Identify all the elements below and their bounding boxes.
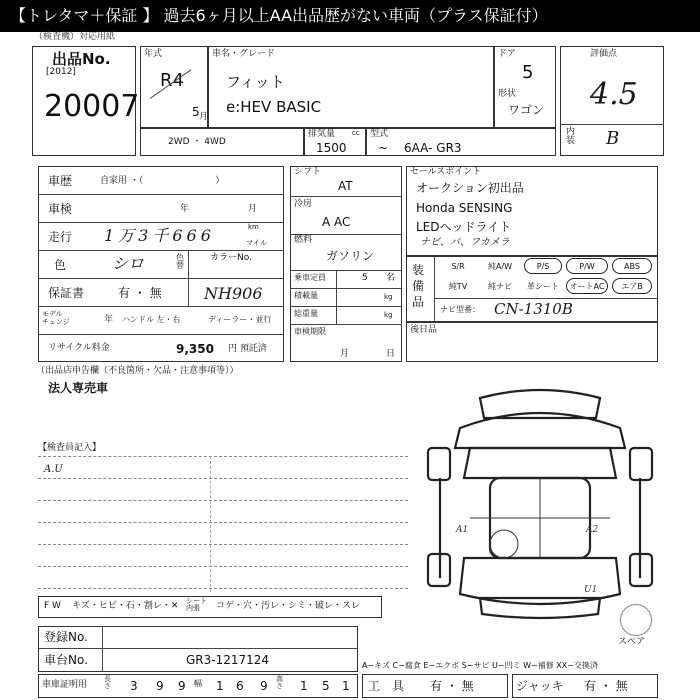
score-label: 評価点 (590, 49, 618, 59)
inspector-line (38, 500, 408, 501)
displacement-label: 排気量 (308, 129, 336, 139)
info-row-line (38, 194, 284, 195)
equip-sr: S/R (451, 262, 465, 271)
expire-month: 月 (340, 349, 350, 359)
recycle-unit: 円 預託済 (228, 344, 267, 354)
info-col-line (188, 250, 189, 306)
registration-row-line (38, 648, 358, 649)
cert-label: 車庫証明用 (42, 680, 88, 690)
inspector-line (38, 456, 408, 457)
displacement-value: 1500 (316, 141, 347, 155)
interior-label: 内装 (566, 127, 576, 146)
lot-year-tag: [2012] (46, 67, 76, 77)
model-year-label: 年式 (144, 49, 163, 59)
inspector-line (38, 588, 408, 589)
model-type-prefix: ~ (378, 141, 389, 155)
equip-autoac: オートAC (566, 278, 608, 294)
gross-unit: kg (384, 311, 393, 319)
color-label: 色 (54, 258, 67, 272)
car-grade: e:HEV BASIC (226, 98, 322, 116)
middle-row-line (290, 288, 402, 289)
info-row-line (38, 278, 284, 279)
fw-text-1: キズ・ヒビ・石・割レ・✕ (72, 601, 179, 611)
mileage-label: 走行 (48, 230, 73, 244)
equip-tv: 純TV (448, 282, 468, 291)
inspector-note: A.U (44, 464, 63, 475)
interior-value: B (606, 128, 620, 149)
aircon-label: 冷房 (294, 199, 313, 209)
middle-row-line (290, 324, 402, 325)
equip-alloy: 純A/W (487, 262, 513, 271)
sales-line-2: Honda SENSING (416, 201, 513, 215)
info-grid (38, 166, 284, 362)
warranty-value: 有 ・ 無 (118, 286, 162, 300)
inspector-line (38, 566, 408, 567)
inspection-label: 車検 (48, 202, 73, 216)
color-change-label: 色替 (176, 253, 184, 270)
later-box (406, 322, 658, 362)
middle-col-line (336, 270, 337, 324)
navi-label: ナビ型番： (440, 305, 480, 314)
model-year-month-unit: 月 (199, 112, 209, 122)
model-year-month: 5 (192, 105, 200, 119)
cert-width-3: 9 (260, 679, 268, 693)
lot-number: 20007 (44, 89, 140, 124)
cert-width-1: 1 (216, 679, 224, 693)
displacement-unit: cc (352, 129, 360, 137)
shape-label: 形状 (498, 89, 517, 99)
model-change-label: モデル チェンジ (42, 310, 70, 326)
capacity-value: 5 (362, 273, 368, 283)
wheel-fl (428, 448, 450, 480)
middle-row-line (290, 306, 402, 307)
inspector-line (38, 522, 408, 523)
info-row-line (38, 306, 284, 307)
damage-a1: A1 (456, 525, 469, 535)
color-no-label: カラーNo. (210, 253, 252, 263)
info-row-line (38, 334, 284, 335)
recycle-amount: 9,350 (176, 342, 214, 356)
equipment-label: 装備品 (412, 263, 425, 309)
rear-window-mark (490, 530, 518, 558)
equipment-row-line (434, 298, 658, 299)
damage-a2: A2 (586, 525, 599, 535)
cert-height-label: 高さ (276, 675, 283, 690)
registration-label: 登録No. (44, 630, 88, 644)
gross-label: 総重量 (294, 309, 318, 318)
inspector-line (38, 478, 408, 479)
fw-text-2: コゲ・穴・汚レ・シミ・破レ・スレ (216, 601, 361, 611)
capacity-unit: 名 (386, 273, 396, 283)
navi-model: CN-1310B (494, 300, 573, 318)
inspector-line (38, 544, 408, 545)
drive-label: 2WD ・ 4WD (168, 137, 226, 147)
expire-day: 日 (386, 349, 396, 359)
equip-pw: P/W (566, 258, 608, 274)
capacity-label: 乗車定員 (294, 273, 326, 282)
score-divider (560, 124, 664, 125)
cert-width-2: 6 (236, 679, 244, 693)
wheel-fr (630, 448, 652, 480)
seller-notes-value: 法人専売車 (48, 381, 109, 395)
inspector-label: 【検査員記入】 (38, 443, 102, 453)
shape-value: ワゴン (508, 103, 545, 117)
shift-label: シフト (294, 167, 322, 177)
aircon-value: A AC (322, 215, 351, 229)
sales-line-1: オークション初出品 (416, 181, 524, 195)
mileage-unit-mile: マイル (246, 239, 267, 247)
registration-col-line (102, 626, 103, 672)
spare-label: スペア (618, 637, 646, 647)
damage-legend: A−キズ C−腐食 E−エクボ S−サビ U−凹ミ W−補修 XX−交換済 (362, 661, 598, 670)
cert-length-label: 長さ (104, 675, 111, 690)
middle-row-line (290, 196, 402, 197)
seller-notes-label: （出品店申告欄（不良箇所・欠品・注意事項等）） (36, 366, 239, 376)
cert-length-3: 9 (178, 679, 186, 693)
fw-seat-label: シート内張 (186, 597, 207, 612)
cert-height-1: 1 (300, 679, 308, 693)
cert-length-1: 3 (130, 679, 138, 693)
equip-leather: 革シート (527, 282, 559, 291)
jack-value: 有 ・ 無 (584, 679, 628, 693)
doors-value: 5 (522, 62, 534, 83)
model-type-value: 6AA- GR3 (404, 141, 462, 155)
fuel-value: ガソリン (326, 249, 375, 263)
equipment-col-line (434, 256, 435, 322)
score-value: 4.5 (590, 77, 638, 112)
model-change-dealer: ディーラー・並行 (208, 315, 272, 324)
color-value: シロ (112, 254, 145, 273)
inspection-month: 月 (248, 204, 258, 214)
model-type-label: 型式 (370, 129, 389, 139)
warranty-label: 保証書 (48, 286, 85, 300)
equip-airbag: エアB (612, 278, 652, 294)
model-change-handle: ハンドル 左・右 (122, 315, 181, 324)
color-no-value: NH906 (204, 284, 263, 303)
info-row-line (38, 250, 284, 251)
car-name: フィット (226, 73, 285, 91)
inspection-year: 年 (180, 204, 190, 214)
jack-label: ジャッキ (516, 679, 564, 693)
tools-value: 有 ・ 無 (430, 679, 474, 693)
doors-label: ドア (498, 49, 516, 59)
car-diagram (420, 378, 660, 622)
cert-length-2: 9 (156, 679, 164, 693)
load-unit: kg (384, 293, 393, 301)
chassis-value: GR3-1217124 (186, 653, 270, 667)
tools-label: 工 具 (368, 679, 405, 693)
inspector-lines (38, 456, 408, 592)
equip-ps: P/S (524, 258, 562, 274)
damage-u1: U1 (584, 585, 598, 595)
middle-row-line (290, 270, 402, 271)
load-label: 積載量 (294, 291, 318, 300)
history-value: 自家用 ・（ ） (100, 176, 225, 186)
history-label: 車歴 (48, 174, 73, 188)
header-banner-text: 【トレタマ＋保証 】 過去6ヶ月以上AA出品歴がない車両（プラス保証付） (10, 6, 548, 25)
car-name-label: 車名・グレード (212, 49, 276, 59)
expire-label: 車検期限 (294, 327, 326, 336)
mileage-value: 1万3千666 (104, 226, 215, 245)
model-change-year: 年 (104, 315, 114, 325)
later-label: 後日品 (410, 325, 438, 335)
cert-width-label: 幅 (194, 679, 202, 688)
mileage-unit-km: km (248, 223, 259, 231)
shift-value: AT (338, 179, 353, 193)
sales-label: セールスポイント (410, 167, 482, 177)
equip-abs: ABS (612, 258, 652, 274)
spare-circle (620, 604, 652, 636)
equip-navi: 純ナビ (488, 282, 512, 291)
inspector-divider (210, 456, 211, 592)
fw-label: F W (44, 601, 61, 611)
form-subtitle: （検査機）対応用紙 (34, 32, 116, 42)
cert-height-3: 1 (342, 679, 350, 693)
chassis-label: 車台No. (44, 653, 88, 667)
model-year-era: R4 (160, 70, 184, 91)
sales-line-3: LEDヘッドライト (416, 220, 512, 234)
lot-label: 出品No. (52, 50, 111, 68)
fuel-label: 燃料 (294, 235, 313, 245)
sales-line-4: ナビ、バ、フカメラ (420, 237, 510, 248)
cert-height-2: 5 (322, 679, 330, 693)
car-body (464, 448, 616, 478)
recycle-label: リサイクル料金 (48, 343, 110, 353)
